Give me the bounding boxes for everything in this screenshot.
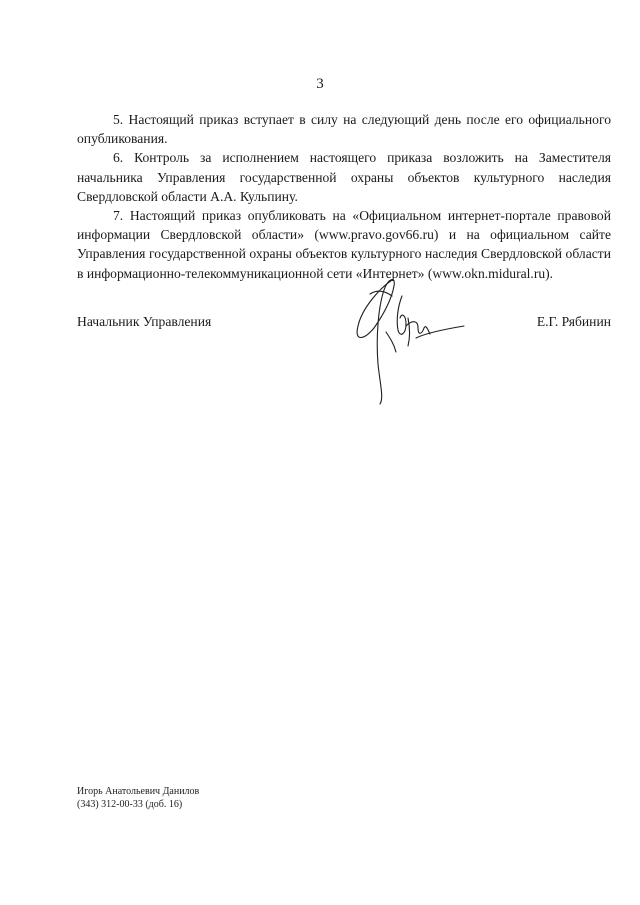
executor-name: Игорь Анатольевич Данилов [77,786,200,797]
page-number: 3 [316,76,324,92]
executor-phone: (343) 312-00-33 (доб. 16) [77,799,183,810]
signatory-name: Е.Г. Рябинин [536,314,611,329]
signatory-position: Начальник Управления [77,314,212,329]
order-body [77,110,611,283]
paragraph-6: 6. Контроль за исполнением настоящего приказа возложить на Заместителя начальника Управления государственной охраны объектов культурного наследия Свердловской области А.А. Кульпину. [77,150,611,204]
paragraph-7: 7. Настоящий приказ опубликовать на «Официальном интернет-портале правовой информации Свердловской области» (www.pravo.gov66.ru) и на официальном сайте Управления государственной охраны объектов культурного наследия Свердловской области в информационно-телекоммуникационной сети «Интернет» (www.okn.midural.ru). [77,208,611,281]
executor-info [77,785,199,811]
handwritten-signature [340,268,470,408]
paragraph-5: 5. Настоящий приказ вступает в силу на следующий день после его официального опубликования. [77,112,611,147]
